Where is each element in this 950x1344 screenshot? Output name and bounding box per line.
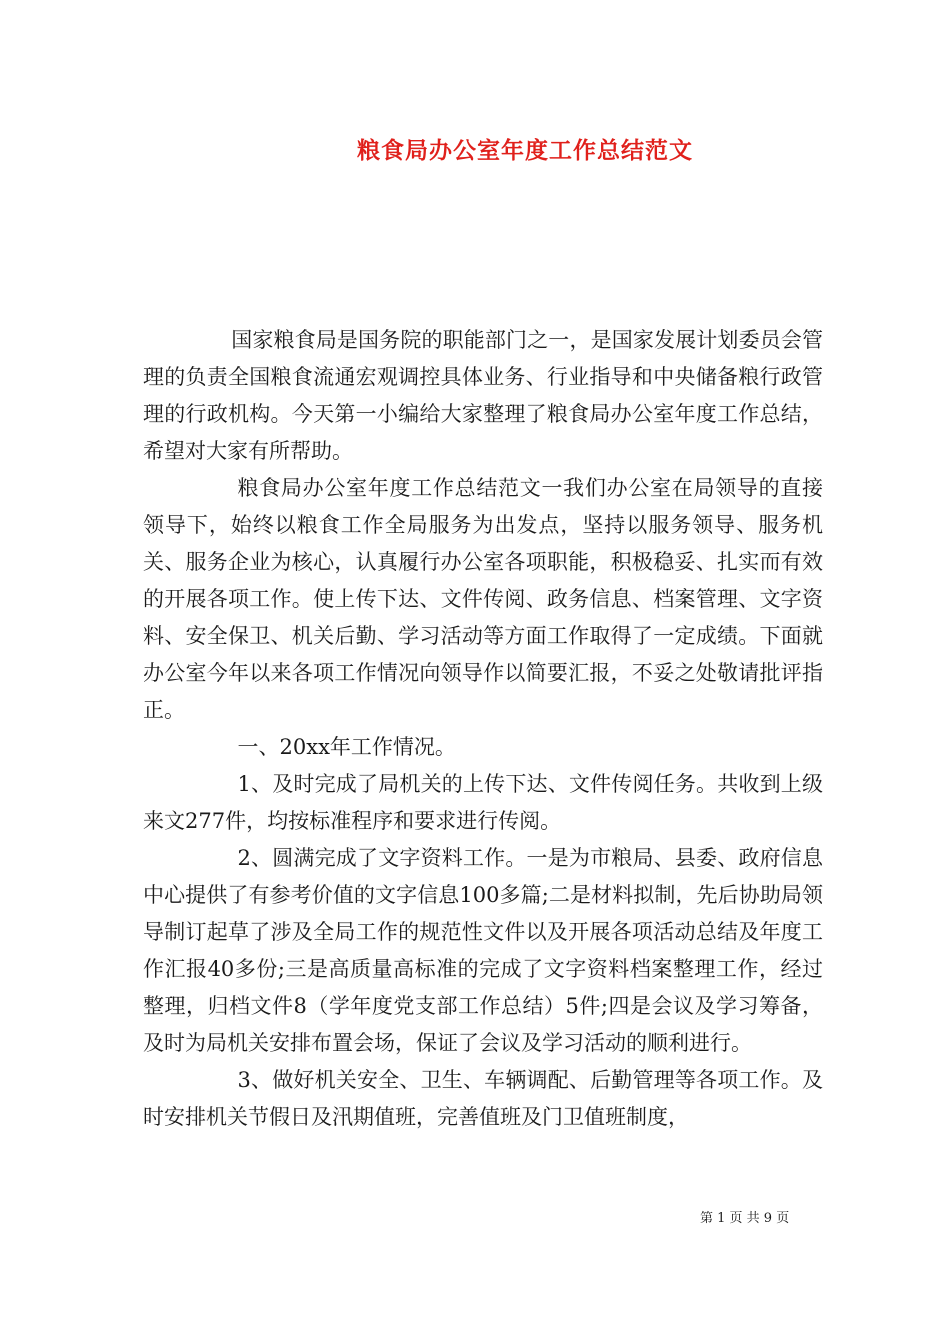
paragraph-summary: 粮食局办公室年度工作总结范文一我们办公室在局领导的直接领导下，始终以粮食工作全局服务为出发点，坚持以服务领导、服务机关、服务企业为核心，认真履行办公室各项职能，积极稳妥、扎实而有效的开展各项工作。使上传下达、文件传阅、政务信息、档案管理、文字资料、安全保卫、机关后勤、学习活动等方面工作取得了一定成绩。下面就办公室今年以来各项工作情况向领导作以简要汇报，不妥之处敬请批评指正。 [143,476,823,722]
section-heading: 一、20xx年工作情况。 [237,735,456,759]
paragraph-item-1: 1、及时完成了局机关的上传下达、文件传阅任务。共收到上级来文277件，均按标准程序和要求进行传阅。 [143,772,823,833]
paragraph-intro: 国家粮食局是国务院的职能部门之一，是国家发展计划委员会管理的负责全国粮食流通宏观调控具体业务、行业指导和中央储备粮行政管理的行政机构。今天第一小编给大家整理了粮食局办公室年度工作总结，希望对大家有所帮助。 [143,328,823,463]
document-title: 粮食局办公室年度工作总结范文 [357,137,693,164]
paragraph-item-3: 3、做好机关安全、卫生、车辆调配、后勤管理等各项工作。及时安排机关节假日及汛期值班，完善值班及门卫值班制度， [143,1068,823,1129]
paragraph-item-2: 2、圆满完成了文字资料工作。一是为市粮局、县委、政府信息中心提供了有参考价值的文字信息100多篇;二是材料拟制，先后协助局领导制订起草了涉及全局工作的规范性文件以及开展各项活动总结及年度工作汇报40多份;三是高质量高标准的完成了文字资料档案整理工作，经过整理，归档文件8（学年度党支部工作总结）5件;四是会议及学习筹备，及时为局机关安排布置会场，保证了会议及学习活动的顺利进行。 [143,846,823,1055]
document-body [143,322,823,1136]
page-number-footer: 第 1 页 共 9 页 [700,1211,790,1226]
